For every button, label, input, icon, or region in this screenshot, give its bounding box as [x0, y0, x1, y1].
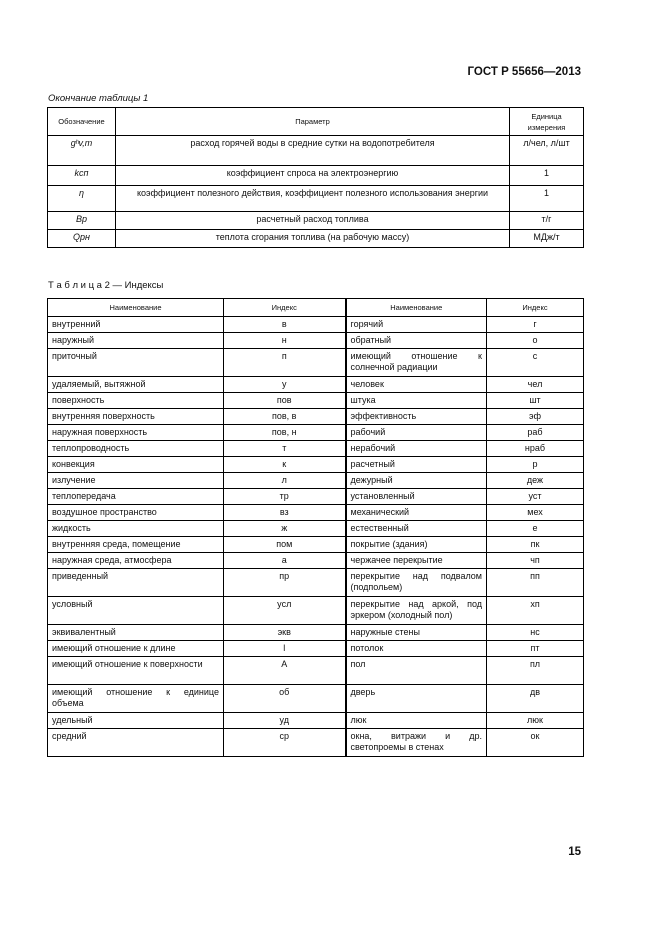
table2-index-right: мех	[487, 505, 584, 521]
table2-index-left: пр	[224, 569, 346, 597]
table1-row	[48, 166, 584, 186]
table1-unit-cell: МДж/т	[510, 230, 584, 248]
table1-row	[48, 230, 584, 248]
table2-row	[48, 473, 584, 489]
table2-index-left: в	[224, 317, 346, 333]
page-number: 15	[568, 846, 581, 858]
table2-index-left: п	[224, 349, 346, 377]
table2-name-left: удаляемый, вытяжной	[48, 377, 224, 393]
table1	[47, 107, 584, 248]
table2-row	[48, 393, 584, 409]
table2-index-right: нс	[487, 625, 584, 641]
table2-index-right: раб	[487, 425, 584, 441]
table2-name-left: удельный	[48, 713, 224, 729]
table2-name-left: внутренний	[48, 317, 224, 333]
table2-index-left: экв	[224, 625, 346, 641]
table2-row	[48, 569, 584, 597]
table2-name-left: наружная среда, атмосфера	[48, 553, 224, 569]
table2-index-left: ср	[224, 729, 346, 757]
table2-row	[48, 729, 584, 757]
table2-index-right: пк	[487, 537, 584, 553]
table2-index-right: люк	[487, 713, 584, 729]
table2-index-left: l	[224, 641, 346, 657]
table1-parameter-cell: расход горячей воды в средние сутки на водопотребителя	[116, 136, 510, 166]
table2-name-right: естественный	[346, 521, 487, 537]
table1-row	[48, 136, 584, 166]
table1-unit-cell: т/г	[510, 212, 584, 230]
table1-unit-cell: 1	[510, 166, 584, 186]
table2-name-left: внутренняя поверхность	[48, 409, 224, 425]
table2-index-left: пов, в	[224, 409, 346, 425]
table2-index-left: вз	[224, 505, 346, 521]
table2-index-left: пом	[224, 537, 346, 553]
table2-row	[48, 317, 584, 333]
table2-header-name-right: Наименование	[346, 299, 487, 317]
table2-index-left: н	[224, 333, 346, 349]
table2-name-right: рабочий	[346, 425, 487, 441]
table2-name-right: расчетный	[346, 457, 487, 473]
table2-index-right: ок	[487, 729, 584, 757]
table2-row	[48, 597, 584, 625]
table1-parameter-cell: теплота сгорания топлива (на рабочую массу)	[116, 230, 510, 248]
table2-name-left: наружный	[48, 333, 224, 349]
table2-name-left: имеющий отношение к длине	[48, 641, 224, 657]
table2	[47, 298, 584, 757]
table2-index-right: о	[487, 333, 584, 349]
table2-row	[48, 625, 584, 641]
table2-index-left: тр	[224, 489, 346, 505]
table2-index-right: пп	[487, 569, 584, 597]
table2-index-left: к	[224, 457, 346, 473]
table2-name-left: конвекция	[48, 457, 224, 473]
table2-row	[48, 349, 584, 377]
table2-name-left: имеющий отношение к поверхности	[48, 657, 224, 685]
table1-header-unit: Единица измерения	[510, 108, 584, 136]
table2-name-left: излучение	[48, 473, 224, 489]
table2-row	[48, 377, 584, 393]
table2-row	[48, 537, 584, 553]
table2-index-left: усл	[224, 597, 346, 625]
table2-row	[48, 333, 584, 349]
table1-row	[48, 186, 584, 212]
table2-name-left: приведенный	[48, 569, 224, 597]
table2-name-right: имеющий отношение к солнечной радиации	[346, 349, 487, 377]
table2-name-right: дежурный	[346, 473, 487, 489]
table2-index-left: а	[224, 553, 346, 569]
table2-index-right: чп	[487, 553, 584, 569]
table1-symbol-cell: Bр	[48, 212, 116, 230]
table2-index-left: л	[224, 473, 346, 489]
table2-name-left: жидкость	[48, 521, 224, 537]
table1-parameter-cell: коэффициент спроса на электроэнергию	[116, 166, 510, 186]
table2-header-index-right: Индекс	[487, 299, 584, 317]
table2-name-left: имеющий отношение к единице объема	[48, 685, 224, 713]
table2-name-right: люк	[346, 713, 487, 729]
table2-name-left: приточный	[48, 349, 224, 377]
table2-row	[48, 657, 584, 685]
table1-parameter-cell: коэффициент полезного действия, коэффициент полезного использования энергии	[116, 186, 510, 212]
table2-name-right: окна, витражи и др. светопроемы в стенах	[346, 729, 487, 757]
table2-name-right: эффективность	[346, 409, 487, 425]
table2-index-left: у	[224, 377, 346, 393]
table1-header-parameter: Параметр	[116, 108, 510, 136]
table2-name-right: нерабочий	[346, 441, 487, 457]
table2-row	[48, 489, 584, 505]
table1-symbol-cell: η	[48, 186, 116, 212]
table2-name-right: потолок	[346, 641, 487, 657]
table2-index-right: с	[487, 349, 584, 377]
table2-name-right: обратный	[346, 333, 487, 349]
table2-row	[48, 505, 584, 521]
standard-header: ГОСТ Р 55656—2013	[467, 66, 581, 78]
table2-row	[48, 441, 584, 457]
table2-index-right: е	[487, 521, 584, 537]
table2-index-left: ж	[224, 521, 346, 537]
table2-row	[48, 521, 584, 537]
table2-index-right: г	[487, 317, 584, 333]
table1-symbol-cell: kсп	[48, 166, 116, 186]
table2-index-right: р	[487, 457, 584, 473]
table2-name-left: эквивалентный	[48, 625, 224, 641]
table2-index-right: эф	[487, 409, 584, 425]
table2-name-right: перекрытие над аркой, под эркером (холодный пол)	[346, 597, 487, 625]
table2-index-right: хп	[487, 597, 584, 625]
table1-parameter-cell: расчетный расход топлива	[116, 212, 510, 230]
table2-row	[48, 713, 584, 729]
table1-unit-cell: 1	[510, 186, 584, 212]
table2-name-right: наружные стены	[346, 625, 487, 641]
table2-header-index-left: Индекс	[224, 299, 346, 317]
table2-index-left: пов	[224, 393, 346, 409]
table2-index-right: уст	[487, 489, 584, 505]
table2-index-left: об	[224, 685, 346, 713]
table2-name-right: покрытие (здания)	[346, 537, 487, 553]
table2-name-left: условный	[48, 597, 224, 625]
table2-row	[48, 409, 584, 425]
table2-name-left: поверхность	[48, 393, 224, 409]
table2-name-right: перекрытие над подвалом (подпольем)	[346, 569, 487, 597]
table1-symbol-cell: gʰv,m	[48, 136, 116, 166]
table2-name-right: пол	[346, 657, 487, 685]
table1-header-symbol: Обозначение	[48, 108, 116, 136]
table2-name-left: наружная поверхность	[48, 425, 224, 441]
table2-index-right: деж	[487, 473, 584, 489]
table2-row	[48, 641, 584, 657]
table2-index-right: шт	[487, 393, 584, 409]
table1-symbol-cell: Qрн	[48, 230, 116, 248]
table2-index-left: пов, н	[224, 425, 346, 441]
table2-name-right: горячий	[346, 317, 487, 333]
table2-index-left: уд	[224, 713, 346, 729]
table2-name-right: чержачее перекрытие	[346, 553, 487, 569]
table2-caption: Т а б л и ц а 2 — Индексы	[48, 280, 164, 291]
table2-name-left: средний	[48, 729, 224, 757]
table2-name-right: человек	[346, 377, 487, 393]
table2-index-left: т	[224, 441, 346, 457]
table2-index-right: нраб	[487, 441, 584, 457]
table2-name-left: теплопроводность	[48, 441, 224, 457]
table2-name-left: внутренняя среда, помещение	[48, 537, 224, 553]
table2-name-left: теплопередача	[48, 489, 224, 505]
table2-name-left: воздушное пространство	[48, 505, 224, 521]
table2-row	[48, 457, 584, 473]
table2-index-right: чел	[487, 377, 584, 393]
table2-index-left: A	[224, 657, 346, 685]
table2-row	[48, 685, 584, 713]
table2-name-right: дверь	[346, 685, 487, 713]
table2-index-right: пл	[487, 657, 584, 685]
table2-index-right: дв	[487, 685, 584, 713]
table2-name-right: установленный	[346, 489, 487, 505]
table2-index-right: пт	[487, 641, 584, 657]
table2-name-right: штука	[346, 393, 487, 409]
table1-row	[48, 212, 584, 230]
table2-row	[48, 425, 584, 441]
table1-caption: Окончание таблицы 1	[48, 93, 149, 104]
table1-unit-cell: л/чел, л/шт	[510, 136, 584, 166]
table2-name-right: механический	[346, 505, 487, 521]
table2-header-name-left: Наименование	[48, 299, 224, 317]
table2-row	[48, 553, 584, 569]
